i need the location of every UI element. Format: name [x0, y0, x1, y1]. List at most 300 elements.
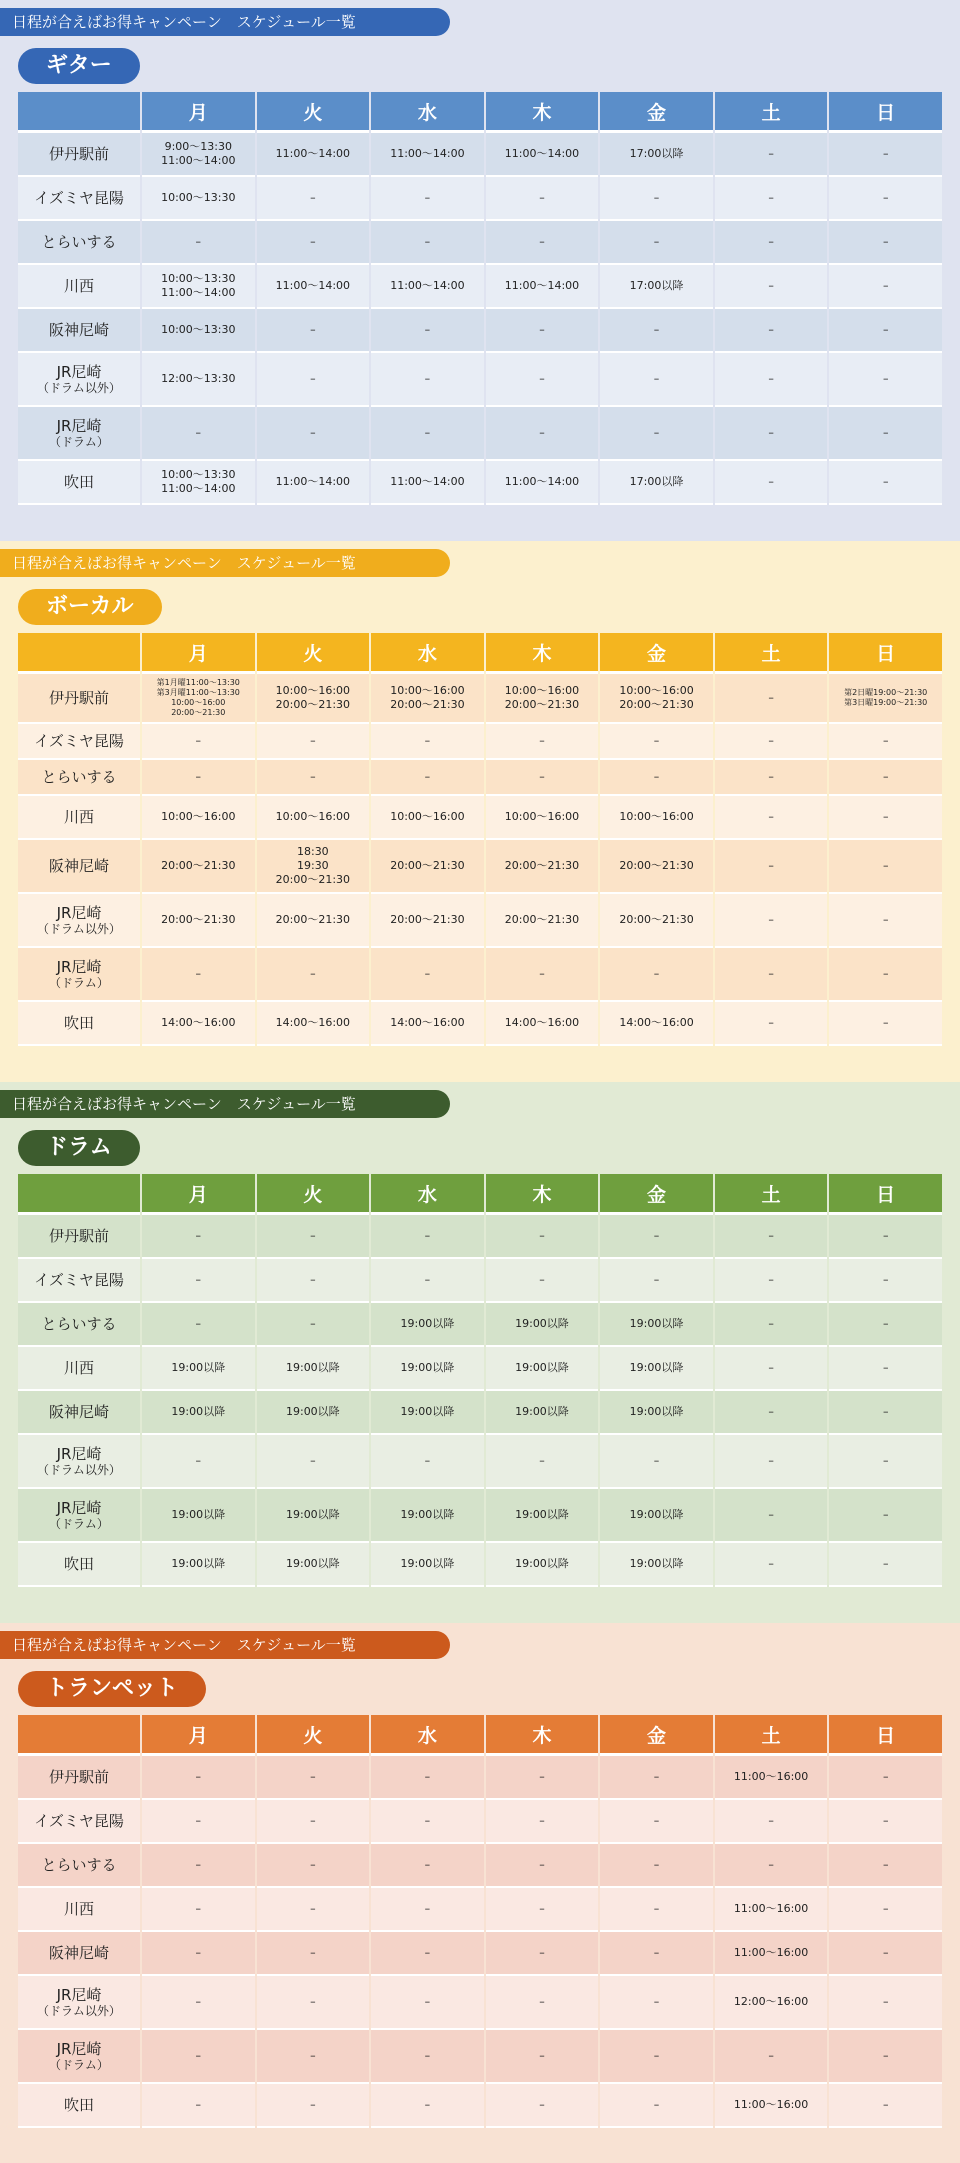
- time-cell: 19:00以降: [486, 1303, 599, 1347]
- time-cell: 10:00～13:30 11:00～14:00: [142, 265, 255, 309]
- time-cell: –: [257, 1800, 370, 1844]
- time-cell: 第2日曜19:00～21:30 第3日曜19:00～21:30: [829, 674, 942, 724]
- location-cell: [18, 2084, 140, 2128]
- time-cell: 19:00以降: [371, 1303, 484, 1347]
- time-cell: –: [715, 796, 828, 840]
- day-header: 月: [142, 1174, 255, 1215]
- table-row: [18, 894, 942, 948]
- day-header: 土: [715, 1715, 828, 1756]
- location-cell: [18, 265, 140, 309]
- time-cell: –: [829, 1489, 942, 1543]
- location-note: （ドラム以外）: [37, 1462, 121, 1477]
- table-row: [18, 461, 942, 505]
- time-cell: 11:00～14:00: [486, 461, 599, 505]
- table-row: [18, 133, 942, 177]
- time-cell: –: [486, 1932, 599, 1976]
- location-note: （ドラム）: [49, 434, 109, 449]
- time-cell: –: [715, 2030, 828, 2084]
- time-cell: –: [829, 133, 942, 177]
- time-cell: 11:00～14:00: [486, 133, 599, 177]
- time-cell: –: [486, 2030, 599, 2084]
- location-name: 吹田: [63, 1554, 94, 1573]
- day-header: 土: [715, 92, 828, 133]
- location-name: とらいする: [41, 1314, 117, 1333]
- time-cell: –: [257, 1259, 370, 1303]
- location-cell: [18, 133, 140, 177]
- time-cell: –: [715, 948, 828, 1002]
- time-cell: –: [486, 1756, 599, 1800]
- time-cell: –: [486, 1435, 599, 1489]
- time-cell: 11:00～14:00: [371, 461, 484, 505]
- location-name: JR尼崎: [56, 2039, 102, 2058]
- time-cell: –: [257, 309, 370, 353]
- location-name: 伊丹駅前: [48, 1767, 109, 1786]
- time-cell: 17:00以降: [600, 133, 713, 177]
- table-row: [18, 1347, 942, 1391]
- time-cell: 11:00～16:00: [715, 1932, 828, 1976]
- time-cell: –: [257, 2084, 370, 2128]
- table-header-row: [18, 633, 942, 674]
- day-header: 水: [371, 1715, 484, 1756]
- time-cell: –: [829, 2030, 942, 2084]
- location-cell: [18, 1391, 140, 1435]
- location-cell: [18, 1002, 140, 1046]
- time-cell: –: [257, 177, 370, 221]
- time-cell: 14:00～16:00: [486, 1002, 599, 1046]
- time-cell: –: [715, 1844, 828, 1888]
- time-cell: 19:00以降: [257, 1391, 370, 1435]
- time-cell: –: [829, 1976, 942, 2030]
- table-row: [18, 265, 942, 309]
- location-name: 川西: [63, 1358, 94, 1377]
- time-cell: –: [829, 1756, 942, 1800]
- time-cell: 11:00～14:00: [371, 265, 484, 309]
- time-cell: –: [371, 1259, 484, 1303]
- location-name: イズミヤ昆陽: [34, 188, 124, 207]
- instrument-label: ドラム: [18, 1130, 140, 1166]
- campaign-banner: 日程が合えばお得キャンペーン スケジュール一覧: [0, 1090, 450, 1118]
- table-row: [18, 353, 942, 407]
- table-row: [18, 1756, 942, 1800]
- time-cell: –: [486, 760, 599, 796]
- location-cell: [18, 1800, 140, 1844]
- time-cell: –: [257, 221, 370, 265]
- time-cell: –: [142, 407, 255, 461]
- section-guitar: [0, 0, 960, 541]
- time-cell: 19:00以降: [600, 1391, 713, 1435]
- time-cell: –: [257, 1756, 370, 1800]
- campaign-banner: 日程が合えばお得キャンペーン スケジュール一覧: [0, 1631, 450, 1659]
- day-header: 木: [486, 92, 599, 133]
- time-cell: –: [486, 221, 599, 265]
- time-cell: 12:00～13:30: [142, 353, 255, 407]
- time-cell: –: [371, 2084, 484, 2128]
- time-cell: –: [829, 461, 942, 505]
- section-trumpet: [0, 1623, 960, 2163]
- time-cell: 9:00～13:30 11:00～14:00: [142, 133, 255, 177]
- time-cell: –: [829, 353, 942, 407]
- time-cell: –: [142, 1800, 255, 1844]
- table-row: [18, 177, 942, 221]
- location-cell: [18, 796, 140, 840]
- time-cell: –: [715, 309, 828, 353]
- time-cell: –: [829, 1303, 942, 1347]
- location-name: 吹田: [63, 472, 94, 491]
- time-cell: –: [715, 461, 828, 505]
- location-name: 阪神尼崎: [48, 320, 109, 339]
- time-cell: –: [829, 840, 942, 894]
- time-cell: 14:00～16:00: [371, 1002, 484, 1046]
- time-cell: –: [257, 760, 370, 796]
- location-cell: [18, 1888, 140, 1932]
- time-cell: 20:00～21:30: [371, 894, 484, 948]
- time-cell: –: [715, 407, 828, 461]
- location-name: JR尼崎: [56, 1985, 102, 2004]
- location-cell: [18, 177, 140, 221]
- location-name: 吹田: [63, 1013, 94, 1032]
- time-cell: 19:00以降: [142, 1391, 255, 1435]
- time-cell: 10:00～16:00: [142, 796, 255, 840]
- time-cell: 14:00～16:00: [142, 1002, 255, 1046]
- time-cell: –: [715, 1259, 828, 1303]
- time-cell: –: [600, 177, 713, 221]
- time-cell: –: [829, 1215, 942, 1259]
- location-name: 川西: [63, 1899, 94, 1918]
- header-corner: [18, 1715, 140, 1756]
- time-cell: –: [829, 894, 942, 948]
- time-cell: –: [715, 1489, 828, 1543]
- location-note: （ドラム以外）: [37, 2003, 121, 2018]
- table-row: [18, 1215, 942, 1259]
- location-name: JR尼崎: [56, 1444, 102, 1463]
- time-cell: 19:00以降: [486, 1391, 599, 1435]
- location-cell: [18, 461, 140, 505]
- time-cell: 19:00以降: [486, 1543, 599, 1587]
- time-cell: –: [600, 407, 713, 461]
- time-cell: –: [142, 760, 255, 796]
- header-corner: [18, 633, 140, 674]
- time-cell: 17:00以降: [600, 461, 713, 505]
- time-cell: –: [486, 724, 599, 760]
- time-cell: 19:00以降: [486, 1489, 599, 1543]
- location-cell: [18, 724, 140, 760]
- time-cell: –: [142, 1888, 255, 1932]
- location-cell: [18, 1259, 140, 1303]
- time-cell: –: [142, 1303, 255, 1347]
- day-header: 土: [715, 633, 828, 674]
- location-cell: [18, 948, 140, 1002]
- time-cell: –: [829, 1259, 942, 1303]
- location-cell: [18, 1844, 140, 1888]
- time-cell: –: [142, 1259, 255, 1303]
- time-cell: –: [486, 1259, 599, 1303]
- time-cell: –: [715, 760, 828, 796]
- location-cell: [18, 221, 140, 265]
- time-cell: –: [371, 1932, 484, 1976]
- time-cell: 19:00以降: [257, 1347, 370, 1391]
- table-row: [18, 1303, 942, 1347]
- time-cell: –: [715, 1391, 828, 1435]
- time-cell: –: [486, 309, 599, 353]
- time-cell: –: [829, 407, 942, 461]
- time-cell: 20:00～21:30: [486, 840, 599, 894]
- time-cell: 10:00～16:00 20:00～21:30: [486, 674, 599, 724]
- day-header: 金: [600, 1715, 713, 1756]
- time-cell: –: [257, 1435, 370, 1489]
- time-cell: 11:00～16:00: [715, 1756, 828, 1800]
- table-row: [18, 796, 942, 840]
- time-cell: –: [371, 948, 484, 1002]
- time-cell: –: [600, 1844, 713, 1888]
- location-name: 伊丹駅前: [48, 144, 109, 163]
- schedule-table: [16, 1715, 944, 2128]
- time-cell: –: [600, 1215, 713, 1259]
- time-cell: –: [371, 1800, 484, 1844]
- instrument-label: ボーカル: [18, 589, 162, 625]
- time-cell: –: [371, 1435, 484, 1489]
- location-note: （ドラム）: [49, 2057, 109, 2072]
- time-cell: 14:00～16:00: [600, 1002, 713, 1046]
- time-cell: –: [371, 1976, 484, 2030]
- location-name: イズミヤ昆陽: [34, 1270, 124, 1289]
- time-cell: 10:00～16:00 20:00～21:30: [600, 674, 713, 724]
- day-header: 火: [257, 1174, 370, 1215]
- time-cell: –: [257, 724, 370, 760]
- time-cell: –: [142, 2084, 255, 2128]
- day-header: 火: [257, 1715, 370, 1756]
- location-name: とらいする: [41, 232, 117, 251]
- table-header-row: [18, 1715, 942, 1756]
- location-cell: [18, 1932, 140, 1976]
- location-name: 伊丹駅前: [48, 688, 109, 707]
- time-cell: –: [600, 309, 713, 353]
- day-header: 金: [600, 92, 713, 133]
- time-cell: 19:00以降: [600, 1303, 713, 1347]
- time-cell: –: [600, 724, 713, 760]
- table-row: [18, 1800, 942, 1844]
- section-vocal: [0, 541, 960, 1082]
- location-name: 阪神尼崎: [48, 1402, 109, 1421]
- campaign-banner: 日程が合えばお得キャンペーン スケジュール一覧: [0, 549, 450, 577]
- time-cell: –: [829, 221, 942, 265]
- time-cell: –: [142, 1932, 255, 1976]
- time-cell: 20:00～21:30: [257, 894, 370, 948]
- time-cell: –: [486, 353, 599, 407]
- time-cell: –: [142, 724, 255, 760]
- time-cell: 19:00以降: [257, 1489, 370, 1543]
- time-cell: –: [829, 948, 942, 1002]
- time-cell: 10:00～13:30: [142, 177, 255, 221]
- time-cell: –: [600, 1800, 713, 1844]
- location-cell: [18, 1215, 140, 1259]
- time-cell: 10:00～16:00: [600, 796, 713, 840]
- time-cell: –: [371, 1215, 484, 1259]
- time-cell: –: [600, 2030, 713, 2084]
- time-cell: –: [142, 1844, 255, 1888]
- day-header: 日: [829, 633, 942, 674]
- day-header: 日: [829, 1715, 942, 1756]
- time-cell: –: [371, 177, 484, 221]
- time-cell: –: [486, 2084, 599, 2128]
- location-cell: [18, 894, 140, 948]
- time-cell: –: [829, 724, 942, 760]
- time-cell: –: [715, 1347, 828, 1391]
- schedule-table: [16, 92, 944, 505]
- time-cell: 10:00～16:00: [486, 796, 599, 840]
- time-cell: –: [486, 1976, 599, 2030]
- time-cell: –: [829, 1543, 942, 1587]
- time-cell: –: [142, 221, 255, 265]
- time-cell: –: [829, 1347, 942, 1391]
- instrument-label: トランペット: [18, 1671, 206, 1707]
- table-row: [18, 1888, 942, 1932]
- table-row: [18, 674, 942, 724]
- day-header: 月: [142, 92, 255, 133]
- time-cell: –: [829, 265, 942, 309]
- location-cell: [18, 1347, 140, 1391]
- time-cell: –: [600, 1435, 713, 1489]
- location-name: イズミヤ昆陽: [34, 731, 124, 750]
- time-cell: –: [257, 1932, 370, 1976]
- time-cell: 19:00以降: [371, 1391, 484, 1435]
- day-header: 火: [257, 633, 370, 674]
- time-cell: –: [257, 1303, 370, 1347]
- location-name: JR尼崎: [56, 957, 102, 976]
- table-row: [18, 760, 942, 796]
- time-cell: 10:00～16:00 20:00～21:30: [257, 674, 370, 724]
- location-name: JR尼崎: [56, 416, 102, 435]
- time-cell: –: [371, 1844, 484, 1888]
- section-drum: [0, 1082, 960, 1623]
- location-name: 川西: [63, 276, 94, 295]
- day-header: 木: [486, 1715, 599, 1756]
- location-note: （ドラム）: [49, 1516, 109, 1531]
- table-row: [18, 1976, 942, 2030]
- time-cell: –: [600, 1756, 713, 1800]
- time-cell: –: [142, 2030, 255, 2084]
- time-cell: –: [600, 353, 713, 407]
- time-cell: –: [715, 674, 828, 724]
- time-cell: –: [829, 2084, 942, 2128]
- time-cell: 19:00以降: [600, 1489, 713, 1543]
- time-cell: –: [600, 2084, 713, 2128]
- table-header-row: [18, 1174, 942, 1215]
- table-row: [18, 840, 942, 894]
- time-cell: –: [715, 1543, 828, 1587]
- time-cell: –: [715, 1303, 828, 1347]
- day-header: 月: [142, 633, 255, 674]
- time-cell: –: [829, 1800, 942, 1844]
- location-cell: [18, 1435, 140, 1489]
- time-cell: –: [829, 1844, 942, 1888]
- time-cell: –: [829, 1932, 942, 1976]
- location-cell: [18, 1976, 140, 2030]
- time-cell: 11:00～14:00: [257, 265, 370, 309]
- time-cell: –: [257, 2030, 370, 2084]
- location-name: とらいする: [41, 1855, 117, 1874]
- table-row: [18, 1489, 942, 1543]
- time-cell: –: [715, 724, 828, 760]
- time-cell: –: [142, 1756, 255, 1800]
- time-cell: –: [715, 177, 828, 221]
- time-cell: 10:00～16:00 20:00～21:30: [371, 674, 484, 724]
- instrument-label: ギター: [18, 48, 140, 84]
- day-header: 火: [257, 92, 370, 133]
- table-row: [18, 1259, 942, 1303]
- time-cell: –: [829, 1002, 942, 1046]
- location-cell: [18, 1489, 140, 1543]
- time-cell: –: [715, 894, 828, 948]
- location-name: 吹田: [63, 2095, 94, 2114]
- time-cell: –: [257, 1844, 370, 1888]
- schedule-table: [16, 1174, 944, 1587]
- time-cell: –: [829, 760, 942, 796]
- time-cell: –: [371, 1888, 484, 1932]
- time-cell: –: [600, 948, 713, 1002]
- time-cell: 19:00以降: [371, 1489, 484, 1543]
- table-row: [18, 2030, 942, 2084]
- location-name: とらいする: [41, 767, 117, 786]
- time-cell: 19:00以降: [600, 1347, 713, 1391]
- time-cell: –: [486, 1215, 599, 1259]
- location-name: 川西: [63, 807, 94, 826]
- location-note: （ドラム）: [49, 975, 109, 990]
- location-note: （ドラム以外）: [37, 380, 121, 395]
- time-cell: –: [142, 1435, 255, 1489]
- time-cell: –: [829, 177, 942, 221]
- location-name: 阪神尼崎: [48, 856, 109, 875]
- time-cell: –: [715, 353, 828, 407]
- time-cell: 10:00～13:30: [142, 309, 255, 353]
- time-cell: 11:00～14:00: [371, 133, 484, 177]
- location-cell: [18, 760, 140, 796]
- time-cell: –: [600, 1976, 713, 2030]
- time-cell: 10:00～16:00: [371, 796, 484, 840]
- time-cell: 11:00～14:00: [486, 265, 599, 309]
- time-cell: –: [486, 407, 599, 461]
- time-cell: –: [371, 309, 484, 353]
- time-cell: –: [600, 1932, 713, 1976]
- time-cell: –: [715, 1215, 828, 1259]
- day-header: 木: [486, 633, 599, 674]
- time-cell: –: [142, 1976, 255, 2030]
- location-cell: [18, 1756, 140, 1800]
- location-name: 伊丹駅前: [48, 1226, 109, 1245]
- table-row: [18, 724, 942, 760]
- time-cell: 20:00～21:30: [600, 840, 713, 894]
- location-cell: [18, 1543, 140, 1587]
- time-cell: –: [257, 407, 370, 461]
- time-cell: –: [715, 840, 828, 894]
- time-cell: 19:00以降: [371, 1347, 484, 1391]
- day-header: 水: [371, 92, 484, 133]
- location-cell: [18, 309, 140, 353]
- location-note: （ドラム以外）: [37, 921, 121, 936]
- schedule-table: [16, 633, 944, 1046]
- time-cell: 20:00～21:30: [371, 840, 484, 894]
- time-cell: –: [257, 1888, 370, 1932]
- time-cell: –: [715, 1800, 828, 1844]
- time-cell: 20:00～21:30: [486, 894, 599, 948]
- day-header: 土: [715, 1174, 828, 1215]
- day-header: 日: [829, 1174, 942, 1215]
- time-cell: –: [715, 1002, 828, 1046]
- location-cell: [18, 353, 140, 407]
- time-cell: 19:00以降: [600, 1543, 713, 1587]
- time-cell: 19:00以降: [257, 1543, 370, 1587]
- day-header: 金: [600, 633, 713, 674]
- table-row: [18, 1543, 942, 1587]
